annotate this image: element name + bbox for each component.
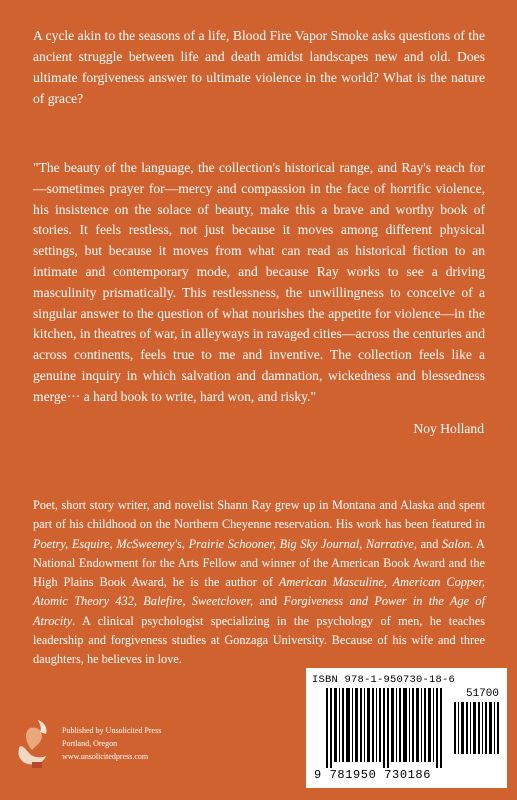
price-barcode-bars (454, 702, 500, 754)
isbn-digits: 9 781950 730186 (314, 768, 432, 782)
review-quote: "The beauty of the language, the collection's historical range, and Ray's reach for—sometimes prayer for—mercy and compassion in the face of horrific violence, his insistence on the solace of beauty, make this a brave and worthy book of stories. It feels restless, not just because it moves among different physical settings, but because it moves from what can read as historical fiction to an intimate and contemporary mode, and because Ray works to see a driving masculinity prismatically. This restlessness, the unwillingness to conceive of a singular answer to the question of what nourishes the appetite for violence—in the kitchen, in theatres of war, in alleyways in ravaged cities—across the centuries and across continents, feels true to me and inventive. The collection feels like a genuine inquiry in which salvation and damnation, wickedness and blessedness merge··· a hard book to write, hard won, and risky." (33, 160, 485, 404)
bio-text: and (416, 536, 443, 551)
publisher-logo-icon (14, 716, 54, 770)
book-synopsis: A cycle akin to the seasons of a life, Blood Fire Vapor Smoke asks questions of the ancient struggle between life and death amidst landscapes new and old. Does ultimate forgiveness answer to ultimate violence in the world? What is the nature of grace? (33, 28, 485, 106)
bio-text: Poet, short story writer, and novelist Shann Ray grew up in Montana and Alaska and spent part of his childhood on the Northern Cheyenne reservation. His work has been featured in (33, 498, 485, 532)
bio-books: American Masculine, American Copper, Atomic Theory 432, Balefire, Sweetclover, (33, 575, 485, 609)
bio-text: . A National Endowment for the Arts Fellow and winner of the American Book Award and the High Plains Book Award, he is the author of (33, 536, 485, 590)
quote-attribution: Noy Holland (413, 421, 484, 436)
isbn-barcode (306, 668, 507, 788)
bio-publication: Salon (442, 536, 471, 551)
publisher-website: www.unsolicitedpress.com (62, 752, 149, 761)
barcode-bars (326, 688, 446, 768)
author-bio (33, 496, 485, 670)
publisher-location: Portland, Oregon (62, 739, 118, 748)
bio-publications: Poetry, Esquire, McSweeney's, Prairie Schooner, Big Sky Journal, Narrative, (33, 536, 417, 551)
bio-text: and (253, 594, 284, 609)
bio-text: . A clinical psychologist specializing in the psychology of men, he teaches leadership and forgiveness studies at Gonzaga University. Because of his wife and three daughters, he believes in love. (33, 613, 485, 667)
price-code: 51700 (465, 688, 499, 700)
isbn-label: ISBN 978-1-950730-18-6 (312, 674, 456, 686)
bio-book: Forgiveness and Power in the Age of Atrocity (33, 594, 485, 628)
publisher-name: Published by Unsolicited Press (62, 726, 162, 735)
publisher-info (14, 716, 161, 770)
